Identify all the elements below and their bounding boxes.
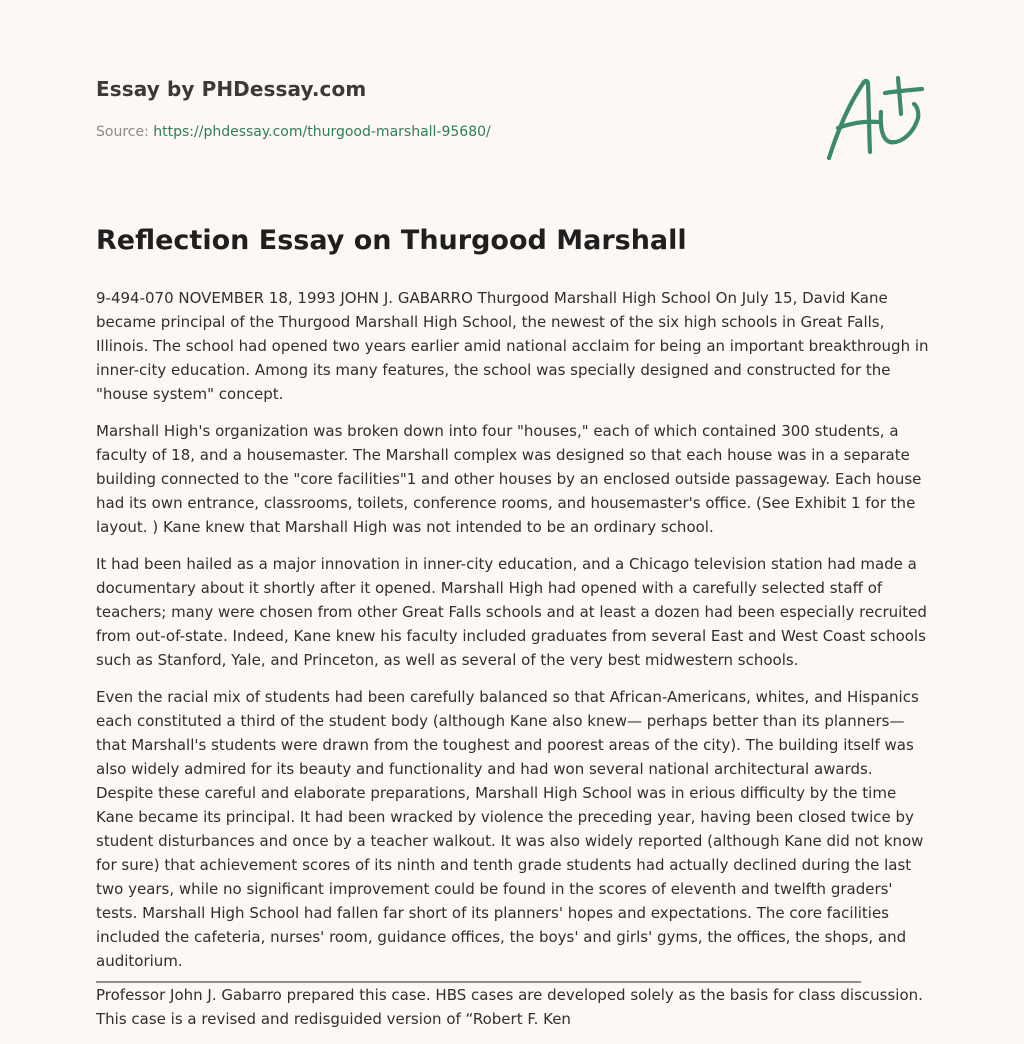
source-link[interactable]: https://phdessay.com/thurgood-marshall-95680/ — [153, 124, 491, 140]
source-line — [96, 124, 491, 140]
essay-paragraph: Marshall High's organization was broken down into four "houses," each of which contained 300 students, a faculty of 18, and a housemaster. The Marshall complex was designed so that each house was in a separate building connected to the "core facilities"1 and other houses by an enclosed outside passageway. Each house had its own entrance, classrooms, toilets, conference rooms, and housemaster's office. (See Exhibit 1 for the layout. ) Kane knew that Marshall High was not intended to be an ordinary school. — [96, 422, 922, 536]
essay-body — [96, 286, 934, 986]
footnote-divider: ______________________________________________________________________________________________________ — [96, 965, 861, 983]
essay-paragraph: It had been hailed as a major innovation in inner-city education, and a Chicago television station had made a documentary about it shortly after it opened. Marshall High had opened with a carefully selected staff of teachers; many were chosen from other Great Falls schools and at least a dozen had been especially recruited from out-of-state. Indeed, Kane knew his faculty included graduates from several East and West Coast schools such as Stanford, Yale, and Princeton, as well as several of the very best midwestern schools. — [96, 555, 927, 669]
essay-paragraph: 9-494-070 NOVEMBER 18, 1993 JOHN J. GABARRO Thurgood Marshall High School On July 15, David Kane became principal of the Thurgood Marshall High School, the newest of the six high schools in Great Falls, Illinois. The school had opened two years earlier amid national acclaim for being an important breakthrough in inner-city education. Among its many features, the school was specially designed and constructed for the "house system" concept. — [96, 289, 929, 403]
site-name: Essay by PHDessay.com — [96, 77, 367, 101]
essay-title: Reflection Essay on Thurgood Marshall — [96, 225, 687, 256]
a-plus-grade-icon — [818, 68, 930, 164]
source-label: Source: — [96, 124, 154, 140]
footnote-text: Professor John J. Gabarro prepared this case. HBS cases are developed solely as the basis for class discussion. This case is a revised and redisguided version of “Robert F. Ken — [96, 986, 923, 1028]
essay-paragraph: Even the racial mix of students had been carefully balanced so that African-Americans, whites, and Hispanics each constituted a third of the student body (although Kane also knew— perhaps better than its planners—that Marshall's students were drawn from the toughest and poorest areas of the city). The building itself was also widely admired for its beauty and functionality and had won several national architectural awards. Despite these careful and elaborate preparations, Marshall High School was in erious difficulty by the time Kane became its principal. It had been wracked by violence the preceding year, having been closed twice by student disturbances and once by a teacher walkout. It was also widely reported (although Kane did not know for sure) that achievement scores of its ninth and tenth grade students had actually declined during the last two years, while no significant improvement could be found in the scores of eleventh and twelfth graders' tests. Marshall High School had fallen far short of its planners' hopes and expectations. The core facilities included the cafeteria, nurses' room, guidance offices, the boys' and girls' gyms, the offices, the shops, and auditorium. — [96, 688, 924, 970]
